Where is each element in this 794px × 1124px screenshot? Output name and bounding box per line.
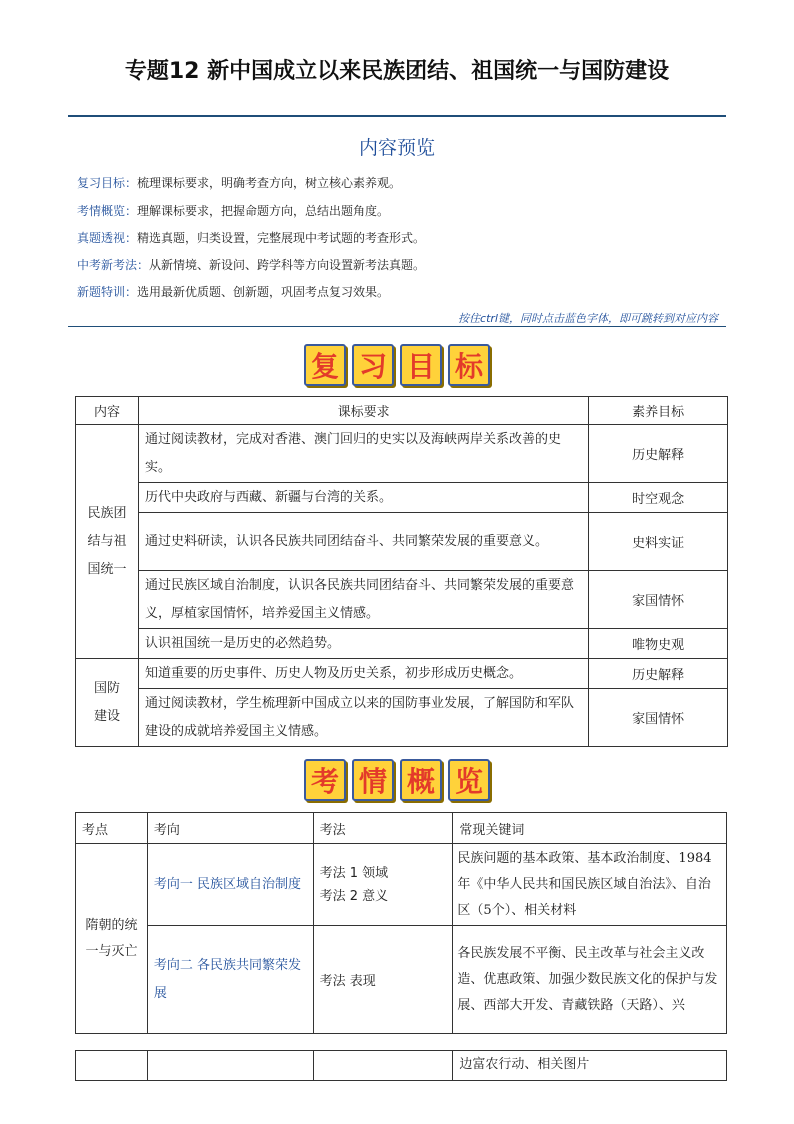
group-label: 民族团结与祖国统一 [87, 505, 127, 577]
requirement-cell: 通过史料研读，认识各民族共同团结奋斗、共同繁荣发展的重要意义。 [138, 513, 588, 571]
preview-divider [68, 326, 726, 327]
requirement-cell: 知道重要的历史事件、历史人物及历史关系，初步形成历史概念。 [138, 659, 588, 689]
header-point: 考点 [76, 813, 148, 844]
table-row [76, 926, 727, 1034]
banner-char: 考 [304, 759, 346, 801]
table-row [76, 571, 728, 629]
preview-desc: 从新情境、新设问、跨学科等方向设置新考法真题。 [149, 258, 426, 272]
header-requirement: 课标要求 [138, 397, 588, 425]
requirement-cell: 历代中央政府与西藏、新疆与台湾的关系。 [138, 483, 588, 513]
method-item: 考法 2 意义 [319, 888, 389, 904]
header-method: 考法 [313, 813, 453, 844]
method-cell [313, 844, 453, 926]
group-label: 国防建设 [93, 680, 120, 724]
exam-overview-table [75, 812, 727, 1034]
preview-row-new-training [77, 283, 389, 300]
group-ethnic-unity [76, 425, 139, 659]
preview-heading: 内容预览 [358, 137, 435, 159]
empty-cell [76, 1051, 148, 1081]
table-row [76, 689, 728, 747]
goal-cell: 历史解释 [589, 425, 728, 483]
preview-link-exam-overview[interactable]: 考情概览： [77, 204, 138, 218]
header-literacy-goal: 素养目标 [589, 397, 728, 425]
exam-overview-banner [304, 759, 490, 801]
table-header-row [76, 397, 728, 425]
goal-cell: 家国情怀 [589, 571, 728, 629]
title-divider [68, 115, 726, 117]
table-row [76, 629, 728, 659]
table-row [76, 483, 728, 513]
exam-point: 隋朝的统一与灭亡 [85, 917, 138, 959]
goal-cell: 史料实证 [589, 513, 728, 571]
page-title: 专题12 新中国成立以来民族团结、祖国统一与国防建设 [124, 59, 670, 84]
direction-link[interactable]: 考向二 各民族共同繁荣发展 [147, 926, 313, 1034]
method-item: 考法 表现 [319, 974, 376, 989]
exam-point-cell [76, 844, 148, 1034]
direction-link[interactable]: 考向一 民族区域自治制度 [147, 844, 313, 926]
banner-char: 习 [352, 344, 394, 386]
banner-char: 概 [400, 759, 442, 801]
preview-desc: 选用最新优质题、创新题，巩固考点复习效果。 [137, 285, 390, 299]
goal-cell: 时空观念 [589, 483, 728, 513]
requirement-cell: 通过民族区域自治制度，认识各民族共同团结奋斗、共同繁荣发展的重要意义，厚植家国情怀，培养爱国主义情感。 [138, 571, 588, 629]
preview-link-review-goal[interactable]: 复习目标： [77, 176, 138, 190]
requirement-cell: 认识祖国统一是历史的必然趋势。 [138, 629, 588, 659]
table-header-row [76, 813, 727, 844]
preview-link-new-training[interactable]: 新题特训： [77, 285, 138, 299]
banner-char: 览 [448, 759, 490, 801]
goal-cell: 唯物史观 [589, 629, 728, 659]
group-national-defense [76, 659, 139, 747]
banner-char: 目 [400, 344, 442, 386]
goal-cell: 历史解释 [589, 659, 728, 689]
table-row [76, 425, 728, 483]
preview-row-exam-overview [77, 202, 389, 219]
table-row [76, 513, 728, 571]
table-row [76, 1051, 727, 1081]
exam-overview-continued [75, 1050, 727, 1081]
method-cell [313, 926, 453, 1034]
header-direction: 考向 [147, 813, 313, 844]
preview-link-new-methods[interactable]: 中考新考法： [77, 258, 150, 272]
table-row [76, 844, 727, 926]
keywords-cell: 边富农行动、相关图片 [453, 1051, 727, 1081]
empty-cell [313, 1051, 453, 1081]
preview-row-review-goal [77, 174, 401, 191]
preview-link-real-questions[interactable]: 真题透视： [77, 231, 138, 245]
ctrl-click-note: 按住ctrl键，同时点击蓝色字体，即可跳转到对应内容 [458, 312, 718, 325]
banner-char: 标 [448, 344, 490, 386]
preview-row-real-questions [77, 229, 425, 246]
review-goal-banner [304, 344, 490, 386]
banner-char: 复 [304, 344, 346, 386]
preview-desc: 理解课标要求，把握命题方向，总结出题角度。 [137, 204, 390, 218]
header-keywords: 常现关键词 [453, 813, 727, 844]
header-content: 内容 [76, 397, 139, 425]
preview-desc: 梳理课标要求，明确考查方向，树立核心素养观。 [137, 176, 402, 190]
requirement-cell: 通过阅读教材，完成对香港、澳门回归的史实以及海峡两岸关系改善的史实。 [138, 425, 588, 483]
keywords-cell: 民族问题的基本政策、基本政治制度、1984年《中华人民共和国民族区域自治法》、自治区（5个）、相关材料 [453, 844, 727, 926]
requirement-cell: 通过阅读教材，学生梳理新中国成立以来的国防事业发展，了解国防和军队建设的成就培养爱国主义情感。 [138, 689, 588, 747]
banner-char: 情 [352, 759, 394, 801]
preview-row-new-methods [77, 256, 425, 273]
preview-desc: 精选真题，归类设置，完整展现中考试题的考查形式。 [137, 231, 426, 245]
empty-cell [147, 1051, 313, 1081]
method-item: 考法 1 领域 [319, 865, 389, 881]
review-goal-table [75, 396, 728, 747]
keywords-cell: 各民族发展不平衡、民主改革与社会主义改造、优惠政策、加强少数民族文化的保护与发展、西部大开发、青藏铁路（天路）、兴 [453, 926, 727, 1034]
table-row [76, 659, 728, 689]
goal-cell: 家国情怀 [589, 689, 728, 747]
